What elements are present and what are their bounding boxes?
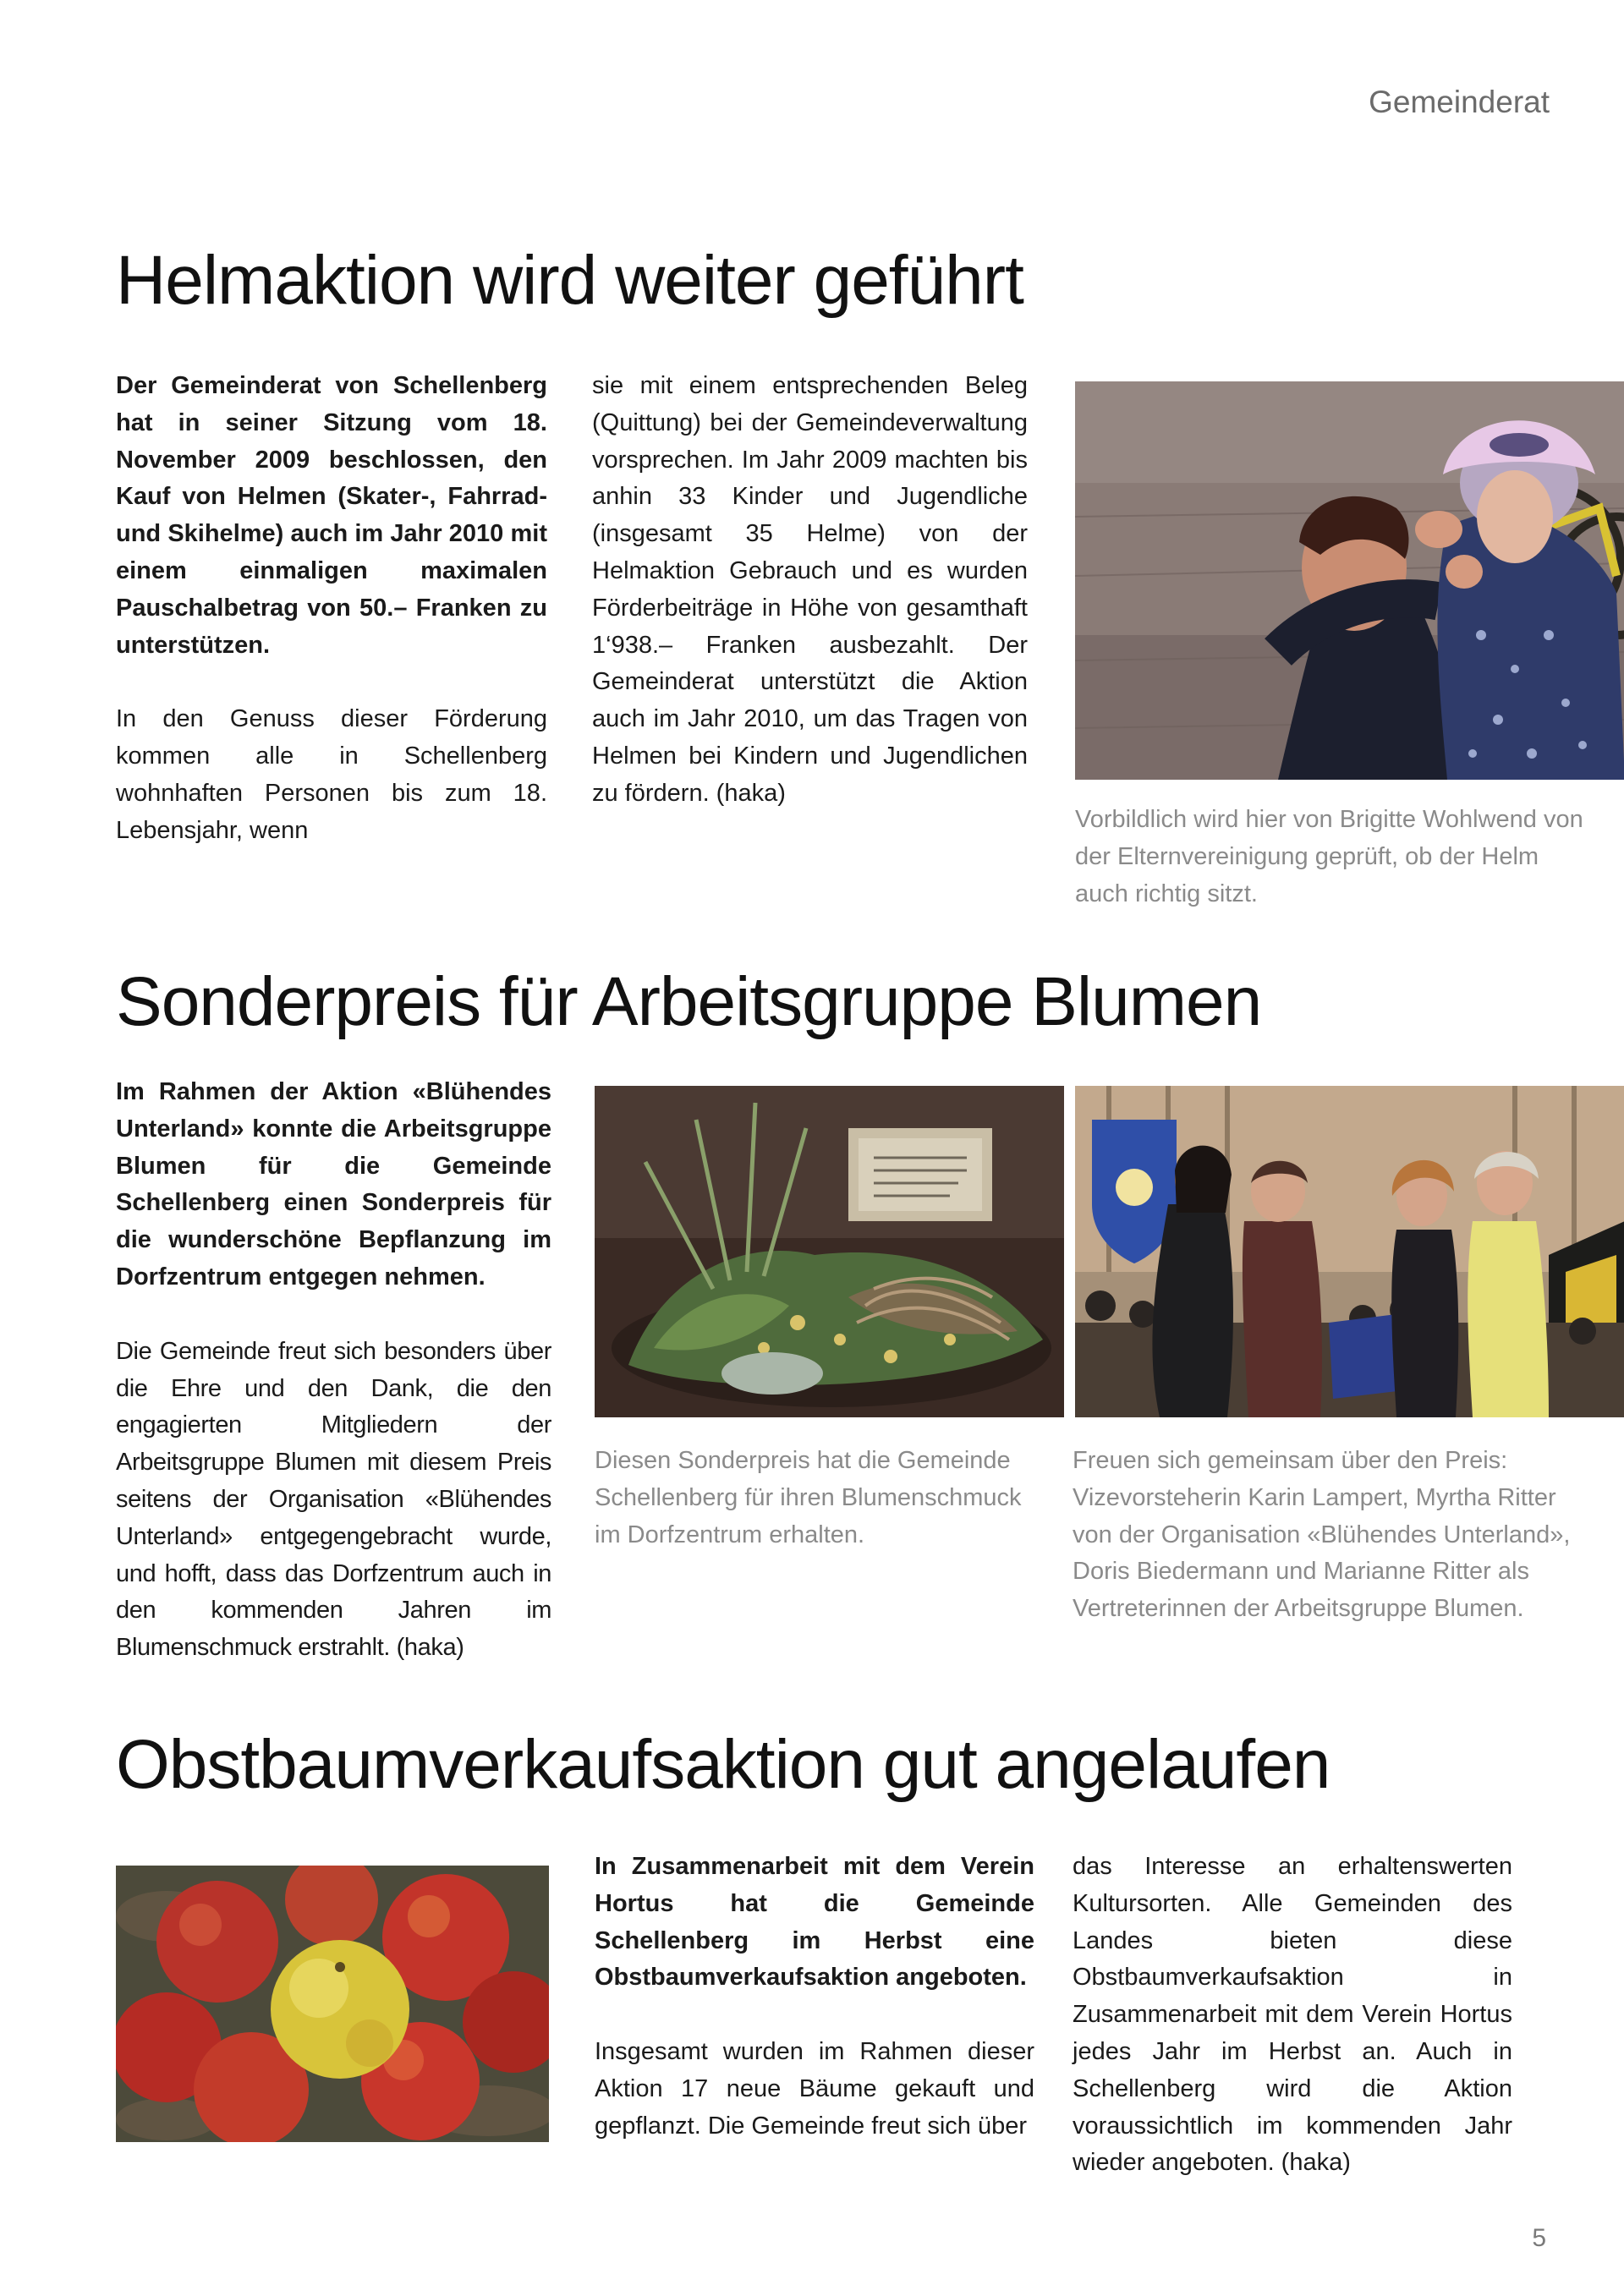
helm-photo-caption: Vorbildlich wird hier von Brigitte Wohlwend von der Elternvereinigung geprüft, ob der Helm auch richtig sitzt. [1075,806,1583,907]
helm-article-title: Helmaktion wird weiter geführt [116,242,1023,319]
helm-lead-paragraph: Der Gemeinderat von Schellenberg hat in seiner Sitzung vom 18. November 2009 beschlossen, den Kauf von Helmen (Skater-, Fahrrad- und Skihelme) auch im Jahr 2010 mit einem einmaligen maximalen Pauschalbetrag von 50.– Franken zu unterstützen. [116,372,547,659]
helm-body-paragraph-2: sie mit einem entsprechenden Beleg (Quittung) bei der Gemeindeverwaltung vorsprechen. Im Jahr 2009 machten bis anhin 33 Kinder und Jugendliche (insgesamt 35 Helme) von der Helmaktion Gebrauch und es wurden Förderbeiträge in Höhe von gesamthaft 1‘938.– Franken ausbezahlt. Der Gemeinderat unterstützt die Aktion auch im Jahr 2010, um das Tragen von Helmen bei Kindern und Jugendlichen zu fördern. (haka) [592,372,1028,807]
obst-body-paragraph-1: Insgesamt wurden im Rahmen dieser Aktion 17 neue Bäume gekauft und gepflanzt. Die Gemeinde freut sich über [595,2038,1034,2140]
blumen-column-1 [116,1074,551,1667]
blumen-lead-paragraph: Im Rahmen der Aktion «Blühendes Unterland» konnte die Arbeitsgruppe Blumen für die Gemeinde Schellenberg einen Sonderpreis für die wunderschöne Bepflanzung im Dorfzentrum entgegen nehmen. [116,1078,551,1290]
obst-column-1 [595,1849,1034,2145]
apples-photo [116,1866,549,2142]
blumen-article-title: Sonderpreis für Arbeitsgruppe Blumen [116,963,1262,1040]
award-ceremony-photo [1075,1086,1624,1417]
helm-column-2 [592,368,1028,813]
ceremony-photo-caption: Freuen sich gemeinsam über den Preis: Vizevorsteherin Karin Lampert, Myrtha Ritter von der Organisation «Blühendes Unterland», Doris Biedermann und Marianne Ritter als Vertreterinnen der Arbeitsgruppe Blumen. [1073,1447,1571,1623]
page-number: 5 [1532,2224,1546,2252]
helm-body-paragraph-1: In den Genuss dieser Förderung kommen alle in Schellenberg wohnhaften Personen bis zum 18. Lebensjahr, wenn [116,705,547,844]
helm-column-1 [116,368,547,850]
section-label: Gemeinderat [1369,85,1550,119]
flower-photo-caption: Diesen Sonderpreis hat die Gemeinde Schellenberg für ihren Blumenschmuck im Dorfzentrum erhalten. [595,1447,1022,1548]
obst-body-paragraph-2: das Interesse an erhaltenswerten Kultursorten. Alle Gemeinden des Landes bieten diese Obstbaumverkaufsaktion in Zusammenarbeit mit dem Verein Hortus jedes Jahr im Herbst an. Auch in Schellenberg wird die Aktion voraussichtlich im kommenden Jahr wieder angeboten. (haka) [1073,1853,1512,2177]
blumen-body-paragraph: Die Gemeinde freut sich besonders über die Ehre und den Dank, die den engagierten Mitgliedern der Arbeitsgruppe Blumen mit diesem Preis seitens der Organisation «Blühendes Unterland» entgegengebracht wurde, und hofft, dass das Dorfzentrum auch in den kommenden Jahren im Blumenschmuck erstrahlt. (haka) [116,1337,551,1662]
obst-column-2 [1073,1849,1512,2182]
helm-photo [1075,381,1624,780]
obst-article-title: Obstbaumverkaufsaktion gut angelaufen [116,1726,1330,1803]
flower-arrangement-photo [595,1086,1064,1417]
obst-lead-paragraph: In Zusammenarbeit mit dem Verein Hortus hat die Gemeinde Schellenberg im Herbst eine Obstbaumverkaufsaktion angeboten. [595,1853,1034,1992]
